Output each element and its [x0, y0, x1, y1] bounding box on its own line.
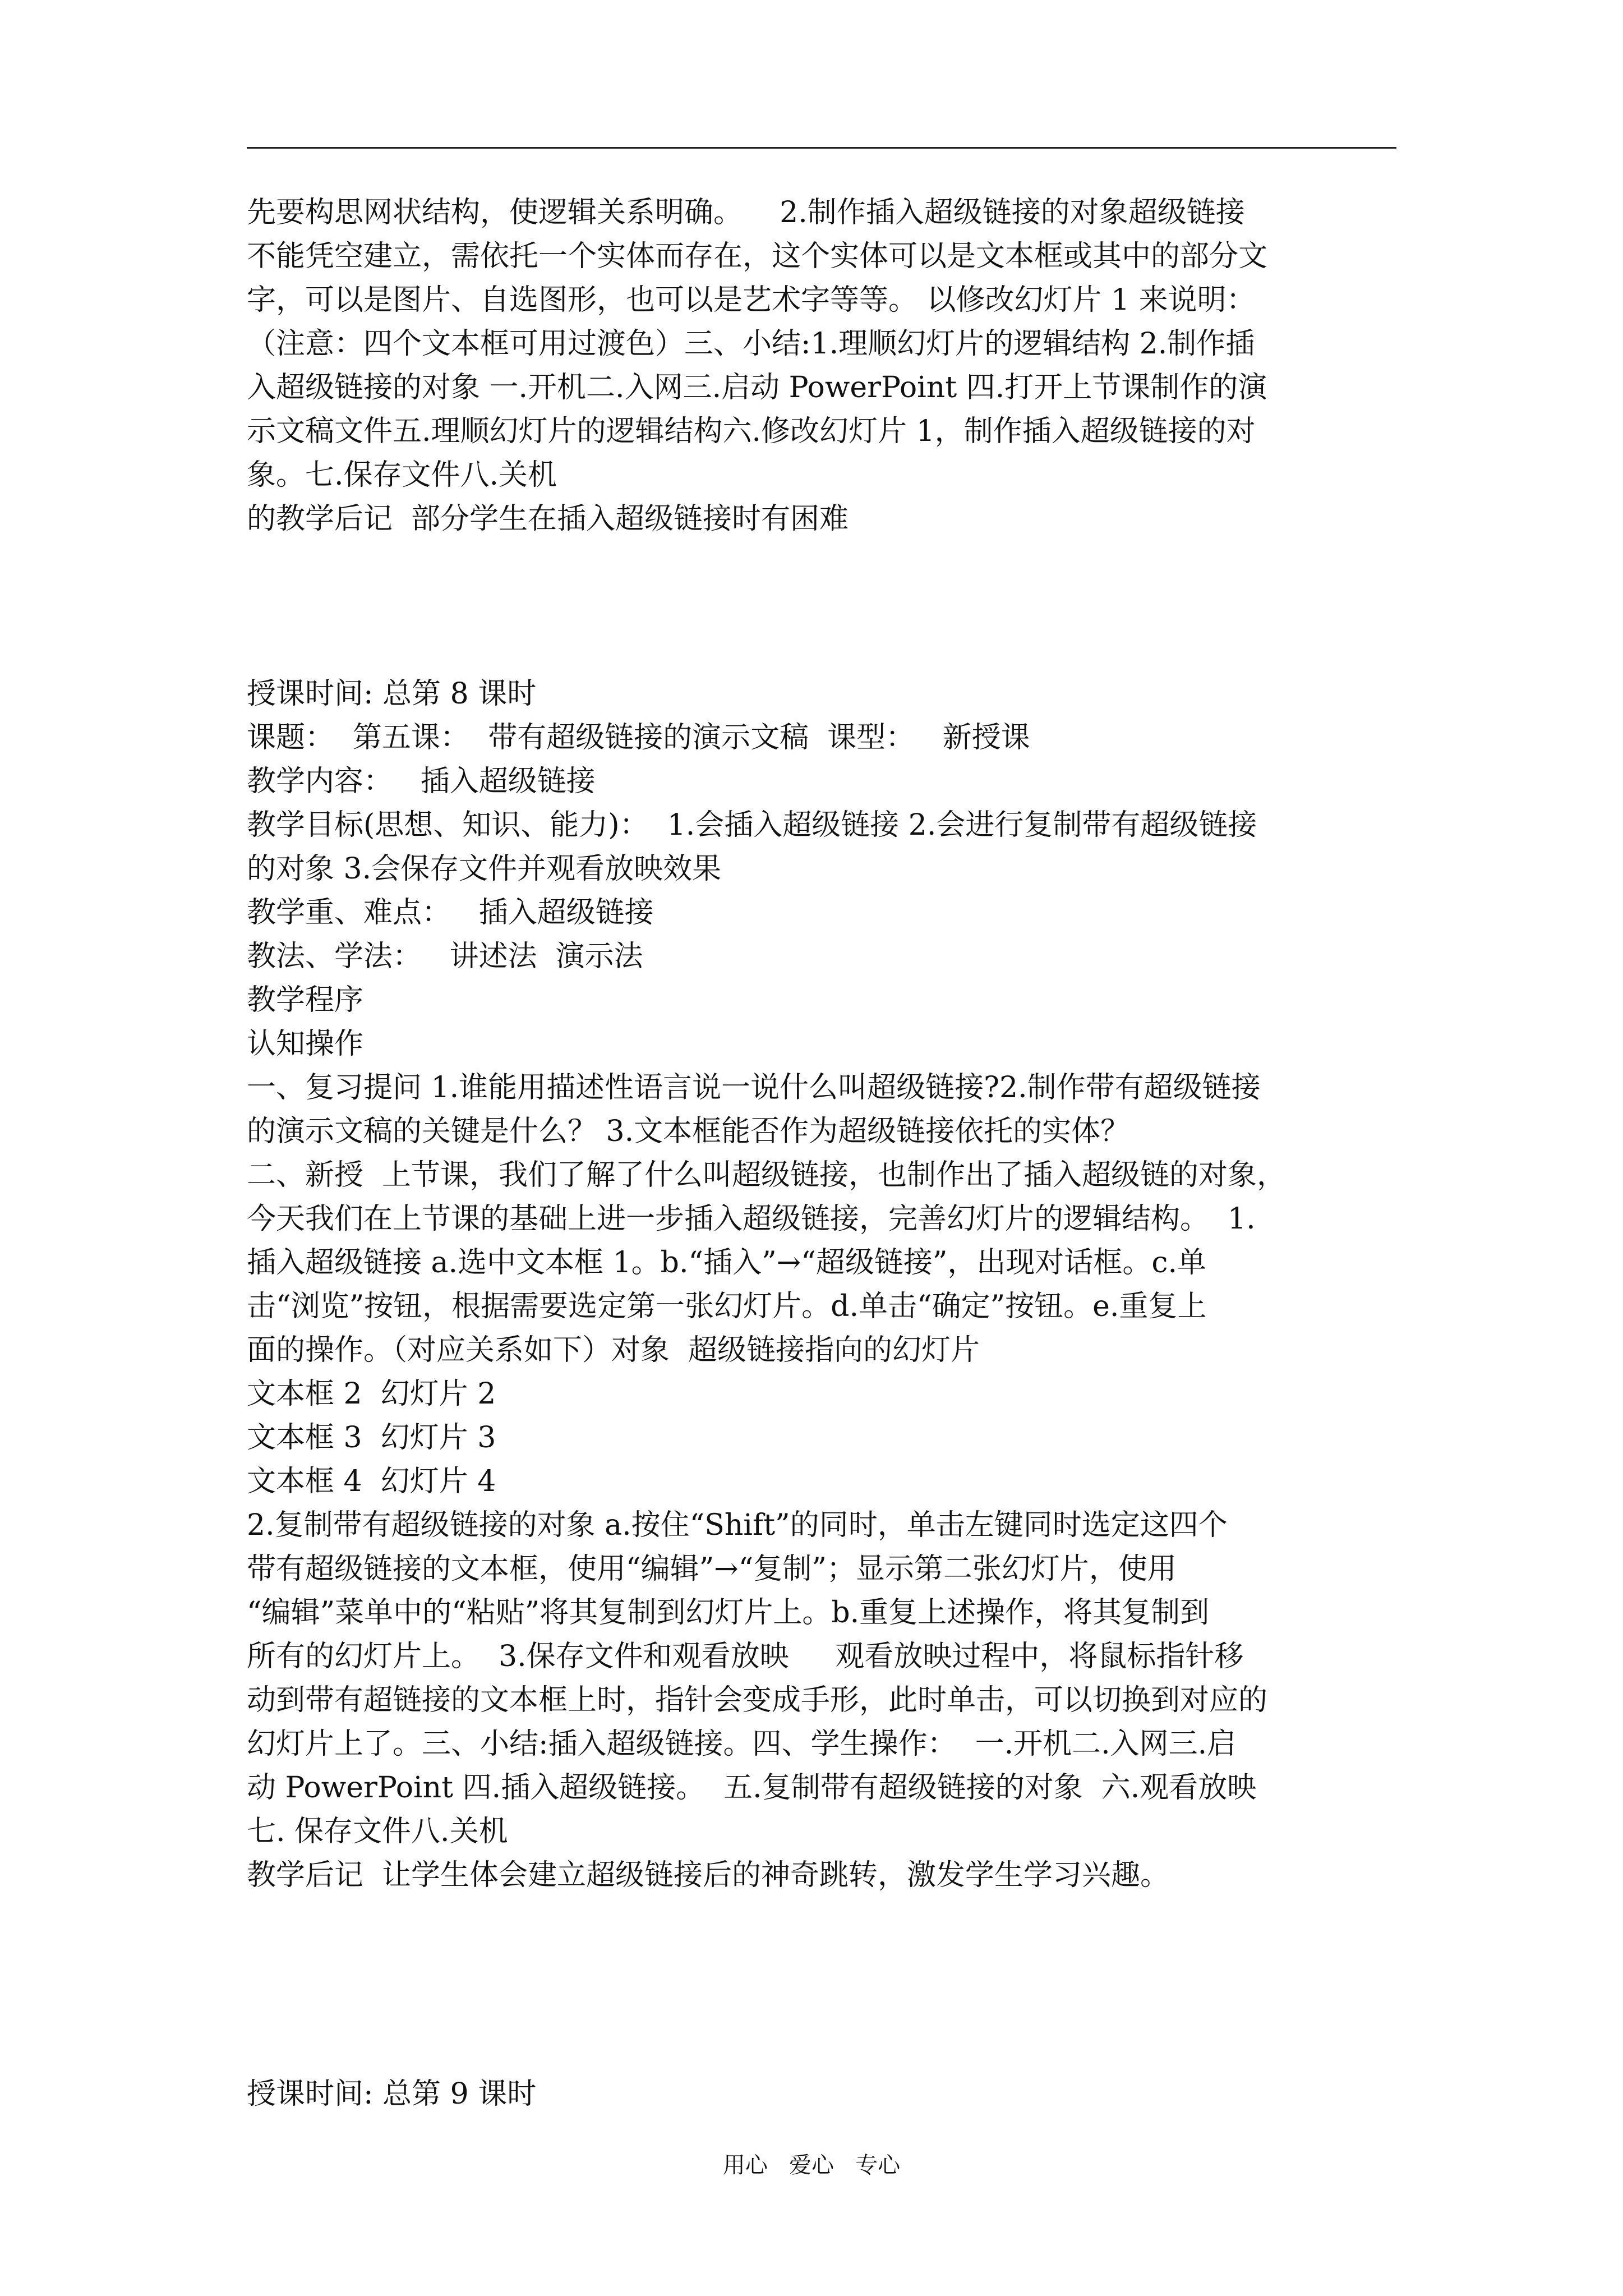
- text-line: 不能凭空建立，需依托一个实体而存在，这个实体可以是文本框或其中的部分文: [247, 240, 1268, 273]
- document-body: [247, 191, 1396, 2116]
- text-line: 一、复习提问 1.谁能用描述性语言说一说什么叫超级链接?2.制作带有超级链接: [247, 1071, 1261, 1105]
- text-line: 教学重、难点： 插入超级链接: [247, 896, 654, 930]
- text-line: 带有超级链接的文本框，使用“编辑”→“复制”；显示第二张幻灯片，使用: [247, 1552, 1177, 1586]
- text-line: 先要构思网状结构，使逻辑关系明确。 2.制作插入超级链接的对象超级链接: [247, 196, 1245, 229]
- text-line: 插入超级链接 a.选中文本框 1。b.“插入”→“超级链接”，出现对话框。c.单: [247, 1246, 1207, 1280]
- text-line: 的演示文稿的关键是什么？ 3.文本框能否作为超级链接依托的实体？: [247, 1115, 1130, 1148]
- text-line: 文本框 2 幻灯片 2: [247, 1377, 496, 1411]
- text-line: 授课时间: 总第 8 课时: [247, 677, 537, 711]
- text-line: 七. 保存文件八.关机: [247, 1815, 508, 1848]
- text-line: 的教学后记 部分学生在插入超级链接时有困难: [247, 502, 849, 536]
- text-line: 教学目标(思想、知识、能力)： 1.会插入超级链接 2.会进行复制带有超级链接: [247, 808, 1257, 842]
- text-line: （注意：四个文本框可用过渡色）三、小结:1.理顺幻灯片的逻辑结构 2.制作插: [247, 327, 1255, 361]
- blank-line: [247, 1897, 1396, 1941]
- text-line: 教学内容： 插入超级链接: [247, 765, 596, 798]
- blank-line: [247, 2028, 1396, 2072]
- text-line: 动 PowerPoint 四.插入超级链接。 五.复制带有超级链接的对象 六.观看放映: [247, 1771, 1257, 1805]
- text-line: 入超级链接的对象 一.开机二.入网三.启动 PowerPoint 四.打开上节课制作的演: [247, 371, 1267, 404]
- text-line: 幻灯片上了。三、小结:插入超级链接。四、学生操作： 一.开机二.入网三.启: [247, 1727, 1237, 1761]
- blank-line: [247, 1985, 1396, 2028]
- text-line: 认知操作: [247, 1027, 364, 1061]
- text-line: 所有的幻灯片上。 3.保存文件和观看放映 观看放映过程中，将鼠标指针移: [247, 1640, 1244, 1673]
- text-line: 教法、学法： 讲述法 演示法: [247, 940, 643, 973]
- text-line: 二、新授 上节课，我们了解了什么叫超级链接，也制作出了插入超级链的对象，: [247, 1158, 1287, 1192]
- blank-line: [247, 1941, 1396, 1985]
- text-line: 教学后记 让学生体会建立超级链接后的神奇跳转，激发学生学习兴趣。: [247, 1858, 1170, 1892]
- text-line: 教学程序: [247, 983, 364, 1017]
- page-footer: 用心 爱心 专心: [722, 2152, 901, 2178]
- text-line: 文本框 4 幻灯片 4: [247, 1465, 496, 1498]
- blank-line: [247, 541, 1396, 585]
- text-line: 文本框 3 幻灯片 3: [247, 1421, 496, 1455]
- text-line: 字，可以是图片、自选图形，也可以是艺术字等等。 以修改幻灯片 1 来说明：: [247, 283, 1256, 317]
- text-line: “编辑”菜单中的“粘贴”将其复制到幻灯片上。b.重复上述操作，将其复制到: [247, 1596, 1210, 1630]
- text-line: 今天我们在上节课的基础上进一步插入超级链接，完善幻灯片的逻辑结构。 1.: [247, 1202, 1256, 1236]
- text-line: 击“浏览”按钮，根据需要选定第一张幻灯片。d.单击“确定”按钮。e.重复上: [247, 1290, 1207, 1323]
- blank-line: [247, 585, 1396, 628]
- text-line: 示文稿文件五.理顺幻灯片的逻辑结构六.修改幻灯片 1，制作插入超级链接的对: [247, 415, 1256, 448]
- text-line: 象。七.保存文件八.关机: [247, 458, 557, 492]
- text-line: 课题： 第五课： 带有超级链接的演示文稿 课型： 新授课: [247, 721, 1030, 754]
- text-line: 的对象 3.会保存文件并观看放映效果: [247, 852, 722, 886]
- header-rule: [247, 147, 1396, 149]
- text-line: 动到带有超链接的文本框上时，指针会变成手形，此时单击，可以切换到对应的: [247, 1683, 1268, 1717]
- text-line: 授课时间: 总第 9 课时: [247, 2077, 537, 2111]
- text-line: 2.复制带有超级链接的对象 a.按住“Shift”的同时，单击左键同时选定这四个: [247, 1508, 1228, 1542]
- blank-line: [247, 628, 1396, 672]
- text-line: 面的操作。（对应关系如下）对象 超级链接指向的幻灯片: [247, 1333, 980, 1367]
